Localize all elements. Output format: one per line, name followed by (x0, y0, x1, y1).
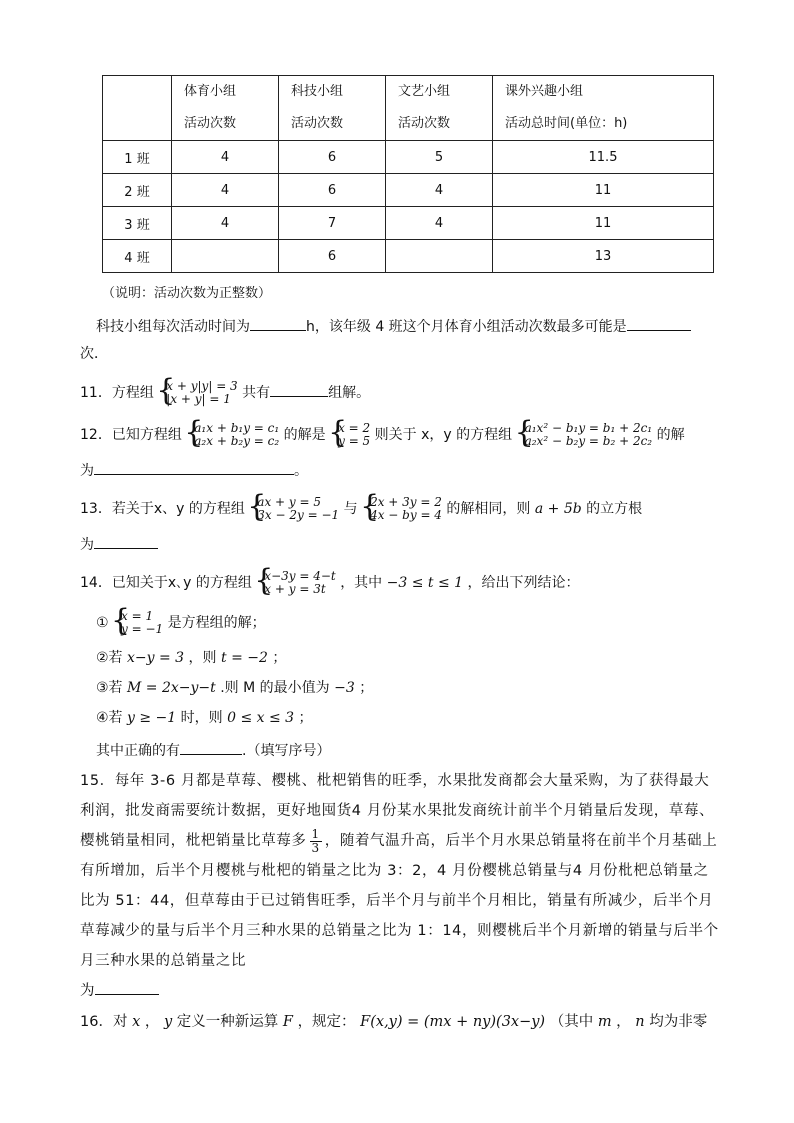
question-12-line1 (80, 422, 685, 448)
statement-text: ②若 (96, 650, 123, 666)
question-14-line1 (80, 570, 580, 596)
question-text: ，其中 (340, 575, 383, 591)
header-line: 活动总时间(单位：h) (505, 116, 628, 131)
equation: a₂x² − b₂y = b₂ + 2c₂ (524, 434, 653, 448)
question-14-answer (96, 738, 330, 761)
equation: { a₁x² − b₁y = b₁ + 2c₁ (524, 421, 653, 435)
fraction (310, 828, 322, 855)
solution-system (330, 422, 370, 448)
question-number: 14．已知关于x､y 的方程组 (80, 575, 252, 591)
answer-blank[interactable] (95, 978, 159, 995)
fraction-numerator: 1 (311, 826, 320, 841)
question-16 (80, 1012, 707, 1032)
math-expression: −3 ≤ t ≤ 1 (386, 575, 464, 591)
table-header-row (103, 76, 714, 141)
answer-blank[interactable] (627, 314, 691, 331)
header-line: 体育小组 (184, 84, 237, 99)
header-line: 科技小组 (291, 84, 344, 99)
question-text: 科技小组每次活动时间为 (96, 319, 250, 335)
statement-mark: ① (96, 615, 109, 631)
math-variable: m (597, 1014, 612, 1030)
question-15 (80, 766, 720, 1006)
statement-4 (96, 708, 313, 728)
table-cell: 4 班 (103, 240, 172, 273)
header-cell (279, 76, 386, 141)
question-text: 组解。 (328, 385, 371, 401)
math-variable: F (282, 1014, 293, 1030)
equation: { ax + y = 5 (257, 495, 321, 509)
header-line: 文艺小组 (398, 84, 451, 99)
table-cell: 1 班 (103, 141, 172, 174)
equation-system (249, 496, 339, 522)
header-line: 课外兴趣小组 (505, 84, 584, 99)
fraction-denominator: 3 (311, 840, 320, 855)
table-row (103, 207, 714, 240)
equation-system (517, 422, 653, 448)
question-text: ， (144, 1014, 160, 1030)
question-text: 为 (80, 983, 96, 999)
math-expression: M = 2x−y−t (127, 680, 216, 696)
statement-text: ； (359, 680, 374, 696)
question-text: 的解相同，则 (446, 501, 531, 517)
table-cell: 4 (172, 207, 279, 240)
equation: { 2x + 3y = 2 (370, 495, 442, 509)
answer-blank[interactable] (180, 738, 242, 755)
question-text: （其中 (549, 1014, 594, 1030)
question-10-line2: 次． (80, 346, 108, 362)
question-number: 12．已知方程组 (80, 427, 182, 443)
question-text: 均为非零 (649, 1014, 708, 1030)
table-cell: 6 (279, 141, 386, 174)
math-variable: x (132, 1014, 141, 1030)
equation: x + y = 3t (264, 582, 326, 596)
table-row (103, 141, 714, 174)
statement-text: ； (298, 710, 313, 726)
statement-text: ，则 (188, 650, 217, 666)
answer-blank[interactable] (270, 380, 328, 397)
equation: { x = 1 (121, 609, 154, 623)
answer-blank[interactable] (250, 314, 306, 331)
math-variable: n (635, 1014, 645, 1030)
question-text: ，规定： (297, 1014, 356, 1030)
equation: 4x − by = 4 (370, 508, 442, 522)
question-text: 16．对 (80, 1014, 128, 1030)
question-13-line1 (80, 496, 642, 522)
statement-text: .则 M 的最小值为 (220, 680, 330, 696)
solution-system (113, 610, 163, 636)
answer-blank[interactable] (94, 532, 158, 549)
question-10-line1 (96, 314, 691, 337)
statement-3 (96, 678, 373, 698)
equation: |x + y| = 1 (166, 392, 231, 406)
equation: { x + y|y| = 3 (166, 379, 238, 393)
math-expression: −3 (334, 680, 355, 696)
question-text: ，随着气温升高，后半个月水果总销量将在前半个月基础上有所增加，后半个月樱桃与枇杷的销量之比为 3：2，4 月份樱桃总销量与4 月份枇杷总销量之比为 51：44，但草莓由于已过销售旺季，后半个月与前半个月相比，销量有所减少，后半个月草莓减少的量与后半个月三种水果的总销量之比为 1：14，则樱桃后半个月新增的销量与后半个月三种水果的总销量之比 (80, 833, 719, 969)
table-cell: 4 (172, 141, 279, 174)
question-12-line2 (80, 458, 308, 481)
question-text: 的立方根 (586, 501, 643, 517)
math-expression: F(x,y) = (mx + ny)(3x−y) (360, 1014, 546, 1030)
math-expression: a + 5b (534, 501, 582, 517)
table-cell: 11.5 (493, 141, 714, 174)
header-line: 活动次数 (398, 116, 451, 131)
question-text: 为 (80, 537, 94, 553)
table-cell: 6 (279, 240, 386, 273)
question-text: 的解 (656, 427, 685, 443)
equation: y = −1 (121, 622, 164, 636)
equation-system (256, 570, 335, 596)
table-cell: 4 (172, 174, 279, 207)
table-note: （说明：活动次数为正整数） (102, 286, 272, 301)
statement-1 (96, 610, 266, 636)
header-cell (493, 76, 714, 141)
statement-text: 是方程组的解； (167, 615, 266, 631)
statement-text: ； (272, 650, 287, 666)
question-text: 与 (343, 501, 358, 517)
equation: y = 5 (338, 434, 371, 448)
table-cell: 6 (279, 174, 386, 207)
question-text: .（填写序号） (242, 743, 331, 759)
question-number: 11．方程组 (80, 385, 154, 401)
equation: a₂x + b₂y = c₂ (194, 434, 280, 448)
table-cell: 4 (386, 207, 493, 240)
equation: { x−3y = 4−t (264, 569, 336, 583)
answer-blank[interactable] (94, 458, 294, 475)
question-text: ， (616, 1014, 631, 1030)
equation: { a₁x + b₁y = c₁ (194, 421, 280, 435)
question-11 (80, 380, 370, 406)
activity-table (102, 75, 714, 273)
table-cell: 2 班 (103, 174, 172, 207)
table-cell: 5 (386, 141, 493, 174)
statement-2 (96, 648, 286, 668)
question-text: 的解是 (283, 427, 326, 443)
table-cell (172, 240, 279, 273)
table-cell: 11 (493, 174, 714, 207)
header-cell (386, 76, 493, 141)
math-expression: 0 ≤ x ≤ 3 (227, 710, 295, 726)
equation: { x = 2 (338, 421, 371, 435)
table-row (103, 240, 714, 273)
table-cell: 3 班 (103, 207, 172, 240)
header-cell (172, 76, 279, 141)
math-expression: x−y = 3 (127, 650, 185, 666)
question-text: 则关于 x，y 的方程组 (374, 427, 513, 443)
header-empty-cell (103, 76, 172, 141)
table-cell: 4 (386, 174, 493, 207)
equation: 3x − 2y = −1 (257, 508, 340, 522)
statement-text: ③若 (96, 680, 123, 696)
table-cell: 11 (493, 207, 714, 240)
math-expression: y ≥ −1 (127, 710, 177, 726)
equation-system (186, 422, 279, 448)
statement-text: 时，则 (180, 710, 223, 726)
header-line: 活动次数 (184, 116, 237, 131)
equation-system (362, 496, 442, 522)
math-expression: t = −2 (221, 650, 268, 666)
table-row (103, 174, 714, 207)
question-number: 13．若关于x、y 的方程组 (80, 501, 245, 517)
question-text: 共有 (242, 385, 271, 401)
question-text: 。 (294, 463, 308, 479)
statement-text: ④若 (96, 710, 123, 726)
table-cell: 7 (279, 207, 386, 240)
question-text: 其中正确的有 (96, 743, 180, 759)
question-text: 为 (80, 463, 94, 479)
question-text: 定义一种新运算 (176, 1014, 279, 1030)
question-text: h，该年级 4 班这个月体育小组活动次数最多可能是 (306, 319, 627, 335)
math-variable: y (163, 1014, 173, 1030)
table-cell (386, 240, 493, 273)
question-text: 15．每年 3-6 月都是草莓、樱桃、枇杷销售的旺季，水果批发商都会大量采购，为了获得最大利润，批发商需要统计数据，更好地囤货4 月份某水果批发商统计前半个月销量后发现，草莓、樱桃销量相同，枇杷销量比草莓多 (80, 773, 715, 849)
header-line: 活动次数 (291, 116, 344, 131)
equation-system (158, 380, 237, 406)
table-cell: 13 (493, 240, 714, 273)
question-13-line2 (80, 532, 158, 555)
question-text: ，给出下列结论： (467, 575, 580, 591)
